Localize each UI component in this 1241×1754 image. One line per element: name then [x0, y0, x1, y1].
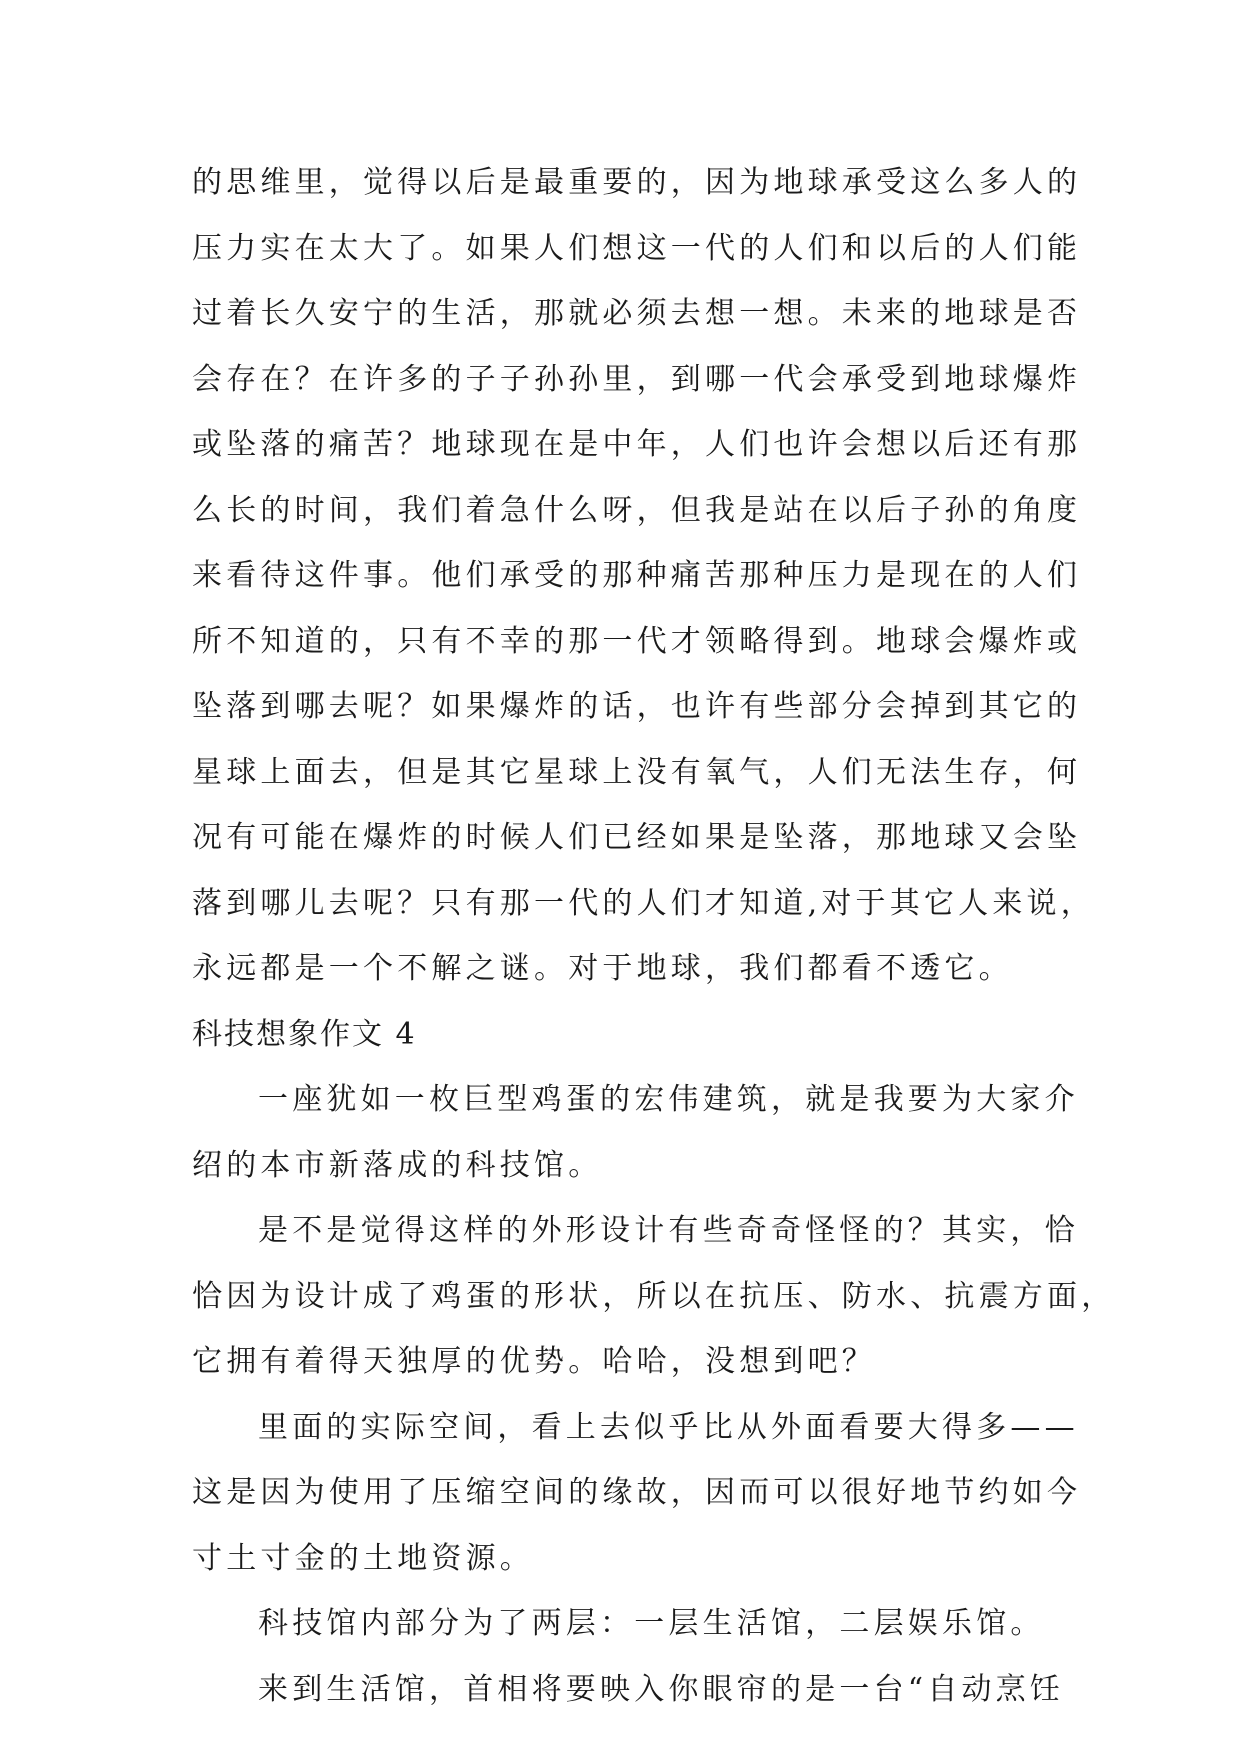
document-page: [192, 150, 1116, 1722]
text-line: 么长的时间，我们着急什么呀，但我是站在以后子孙的角度: [192, 492, 1082, 528]
text-line: 是不是觉得这样的外形设计有些奇奇怪怪的？其实，恰: [258, 1213, 1079, 1248]
text-line: 或坠落的痛苦？地球现在是中年，人们也许会想以后还有那: [192, 427, 1082, 462]
text-line: 的思维里，觉得以后是最重要的，因为地球承受这么多人的: [192, 165, 1082, 200]
text-line: 恰因为设计成了鸡蛋的形状，所以在抗压、防水、抗震方面，: [192, 1278, 1116, 1314]
paragraph-life-hall: [192, 1657, 1065, 1723]
text-line: 它拥有着得天独厚的优势。哈哈，没想到吧？: [192, 1344, 876, 1379]
continuation-paragraph: [192, 150, 1095, 1002]
text-line: 会存在？在许多的子子孙孙里，到哪一代会承受到地球爆炸: [192, 361, 1082, 397]
text-line: 这是因为使用了压缩空间的缘故，因而可以很好地节约如今: [192, 1475, 1082, 1510]
paragraph-two-floors: [192, 1591, 1052, 1657]
section-heading: 科技想象作文 4: [192, 1016, 417, 1052]
text-line: 过着长久安宁的生活，那就必须去想一想。未来的地球是否: [192, 296, 1082, 331]
text-line: 寸土寸金的土地资源。: [192, 1540, 534, 1576]
text-line: 所不知道的，只有不幸的那一代才领略得到。地球会爆炸或: [192, 623, 1082, 659]
text-line: 永远都是一个不解之谜。对于地球，我们都看不透它。: [192, 951, 1013, 986]
text-line: 落到哪儿去呢？只有那一代的人们才知道,对于其它人来说，: [192, 885, 1095, 921]
text-line: 星球上面去，但是其它星球上没有氧气，人们无法生存，何: [192, 754, 1082, 790]
text-line: 绍的本市新落成的科技馆。: [192, 1147, 603, 1183]
text-line: 坠落到哪去呢？如果爆炸的话，也许有些部分会掉到其它的: [192, 689, 1082, 724]
text-line: 况有可能在爆炸的时候人们已经如果是坠落，那地球又会坠: [192, 820, 1082, 855]
paragraph-shape-design: [192, 1198, 1116, 1395]
paragraph-interior-space: [192, 1395, 1082, 1592]
text-line: 一座犹如一枚巨型鸡蛋的宏伟建筑，就是我要为大家介: [258, 1082, 1079, 1117]
text-line: 压力实在太大了。如果人们想这一代的人们和以后的人们能: [192, 230, 1082, 266]
text-line: 来看待这件事。他们承受的那种痛苦那种压力是现在的人们: [192, 558, 1082, 593]
text-line: 来到生活馆，首相将要映入你眼帘的是一台“自动烹饪: [258, 1671, 1065, 1707]
text-line: 科技馆内部分为了两层：一层生活馆，二层娱乐馆。: [258, 1606, 1045, 1641]
paragraph-egg-building: [192, 1067, 1079, 1198]
text-line: 里面的实际空间，看上去似乎比从外面看要大得多——: [258, 1409, 1079, 1445]
